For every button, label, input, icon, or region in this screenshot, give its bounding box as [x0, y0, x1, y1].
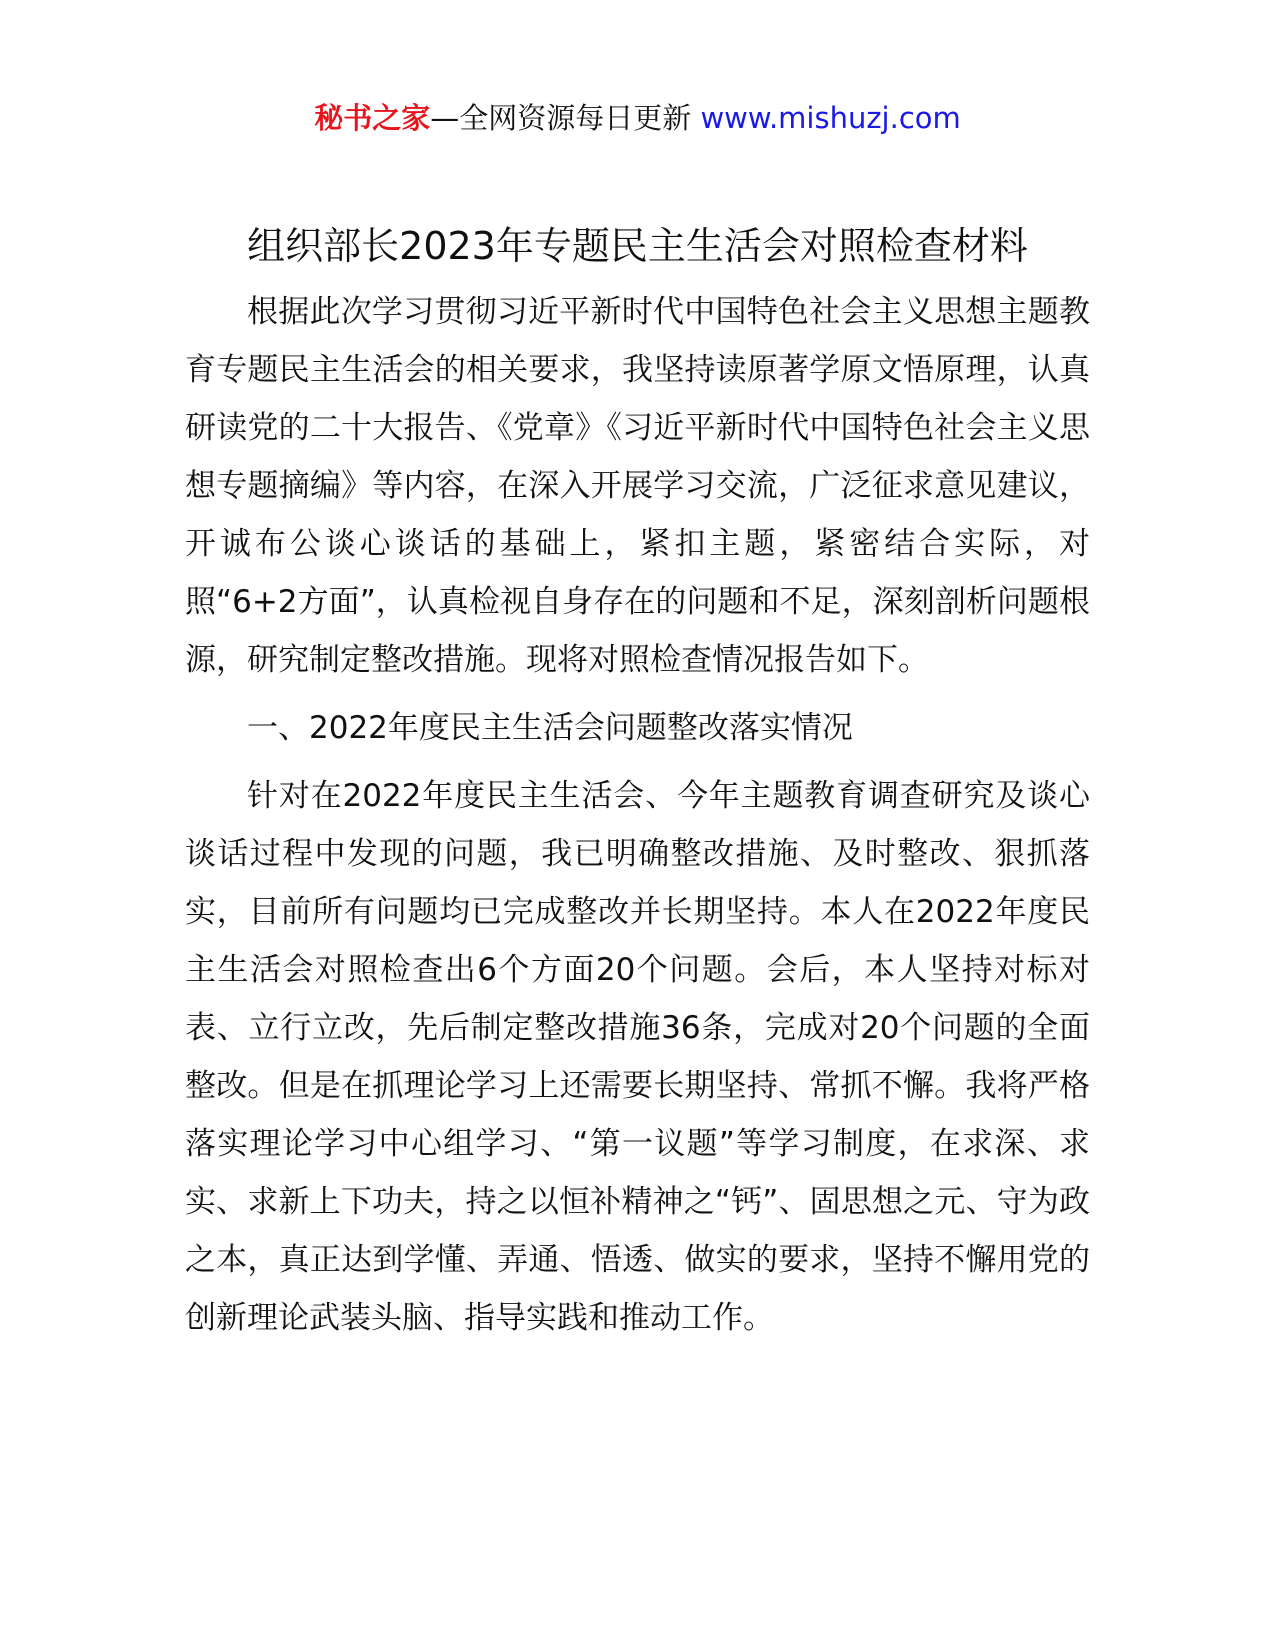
- site-header: [0, 96, 1275, 140]
- site-url[interactable]: www.mishuzj.com: [691, 101, 961, 135]
- section-paragraph: 针对在2022年度民主生活会、今年主题教育调查研究及谈心谈话过程中发现的问题，我已明确整改措施、及时整改、狠抓落实，目前所有问题均已完成整改并长期坚持。本人在2022年度民主生活会对照检查出6个方面20个问题。会后，本人坚持对标对表、立行立改，先后制定整改措施36条，完成对20个问题的全面整改。但是在抓理论学习上还需要长期坚持、常抓不懈。我将严格落实理论学习中心组学习、“第一议题”等学习制度，在求深、求实、求新上下功夫，持之以恒补精神之“钙”、固思想之元、守为政之本，真正达到学懂、弄通、悟透、做实的要求，坚持不懈用党的创新理论武装头脑、指导实践和推动工作。: [185, 778, 1090, 1336]
- header-slogan: —全网资源每日更新: [430, 101, 692, 135]
- intro-paragraph: 根据此次学习贯彻习近平新时代中国特色社会主义思想主题教育专题民主生活会的相关要求，我坚持读原著学原文悟原理，认真研读党的二十大报告、《党章》《习近平新时代中国特色社会主义思想专题摘编》等内容，在深入开展学习交流，广泛征求意见建议，开诚布公谈心谈话的基础上，紧扣主题，紧密结合实际，对照“6+2方面”，认真检视自身存在的问题和不足，深刻剖析问题根源，研究制定整改措施。现将对照检查情况报告如下。: [185, 294, 1090, 678]
- document-body: [185, 283, 1090, 1347]
- document-title: 组织部长2023年专题民主生活会对照检查材料: [247, 224, 1028, 268]
- section-heading: 一、2022年度民主生活会问题整改落实情况: [247, 710, 853, 746]
- brand-name: 秘书之家: [314, 101, 431, 135]
